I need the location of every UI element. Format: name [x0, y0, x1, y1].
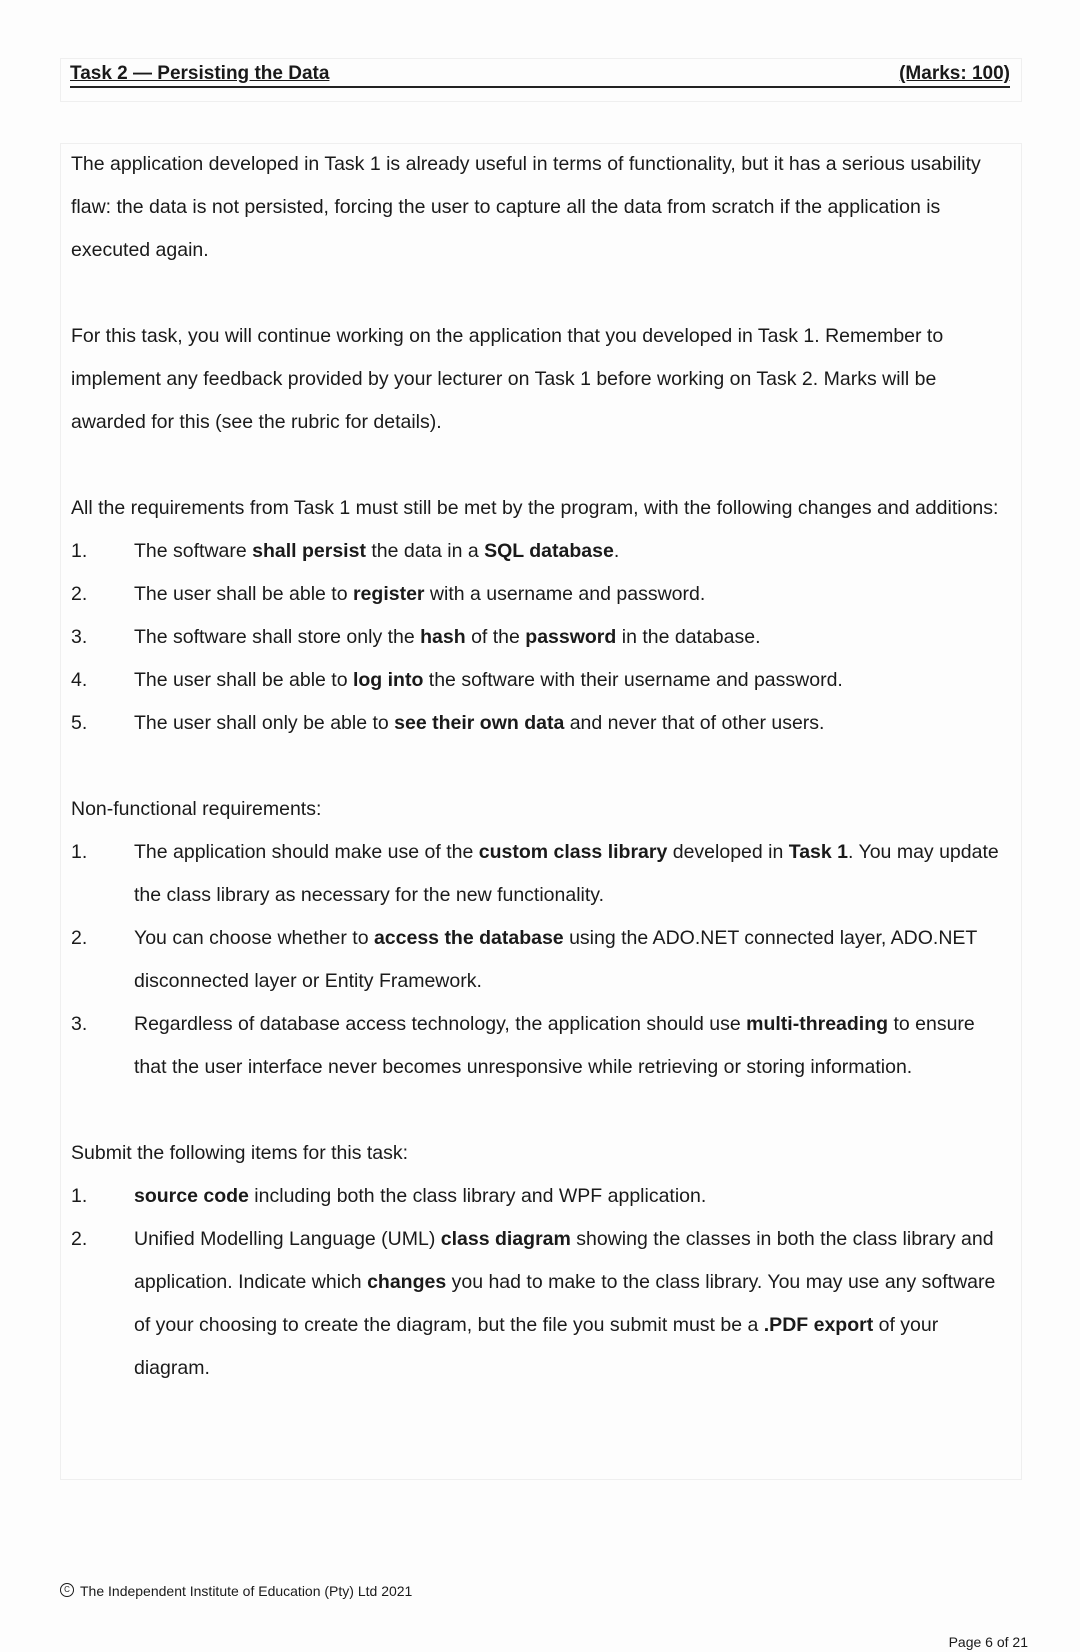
task-content	[71, 143, 1006, 1390]
submit-list	[71, 1175, 1006, 1390]
intro-paragraph-1: The application developed in Task 1 is already useful in terms of functionality, but it has a serious usability flaw: the data is not persisted, forcing the user to capture all the data from scratch if the application is executed again.	[71, 153, 981, 261]
list-item: 2. Unified Modelling Language (UML) class diagram showing the classes in both the class library and application. Indicate which changes you had to make to the class library. You may use any software of your choosing to create the diagram, but the file you submit must be a .PDF export of your diagram.	[71, 1228, 996, 1379]
footer-copyright	[60, 1583, 412, 1599]
nonfunctional-list	[71, 831, 1006, 1089]
list-item: 1. source code including both the class library and WPF application.	[71, 1185, 707, 1207]
list-item: 1. The application should make use of the custom class library developed in Task 1. You may update the class library as necessary for the new functionality.	[71, 841, 999, 906]
page-number: Page 6 of 21	[948, 1634, 1028, 1650]
task-header	[70, 60, 1010, 88]
copyright-text: The Independent Institute of Education (Pty) Ltd 2021	[80, 1583, 413, 1599]
copyright-icon: C	[60, 1583, 74, 1597]
list-item: 1. The software shall persist the data in a SQL database.	[71, 540, 620, 562]
task-title: Task 2 — Persisting the Data	[70, 63, 330, 84]
list-item: 3. Regardless of database access technology, the application should use multi-threading to ensure that the user interface never becomes unresponsive while retrieving or storing information.	[71, 1013, 975, 1078]
list-item: 4. The user shall be able to log into the software with their username and password.	[71, 669, 843, 691]
list-item: 3. The software shall store only the hash of the password in the database.	[71, 626, 761, 648]
list-item: 5. The user shall only be able to see their own data and never that of other users.	[71, 712, 825, 734]
requirements-list	[71, 530, 1006, 745]
submit-heading: Submit the following items for this task:	[71, 1142, 409, 1164]
task-marks: (Marks: 100)	[899, 63, 1010, 84]
nonfunctional-heading: Non-functional requirements:	[71, 798, 322, 820]
list-item: 2. The user shall be able to register with a username and password.	[71, 583, 706, 605]
list-item: 2. You can choose whether to access the database using the ADO.NET connected layer, ADO.NET disconnected layer or Entity Framework.	[71, 927, 977, 992]
intro-paragraph-2: For this task, you will continue working on the application that you developed in Task 1. Remember to implement any feedback provided by your lecturer on Task 1 before working on Task 2. Marks will be awarded for this (see the rubric for details).	[71, 325, 944, 433]
intro-paragraph-3: All the requirements from Task 1 must still be met by the program, with the following changes and additions:	[71, 497, 999, 519]
